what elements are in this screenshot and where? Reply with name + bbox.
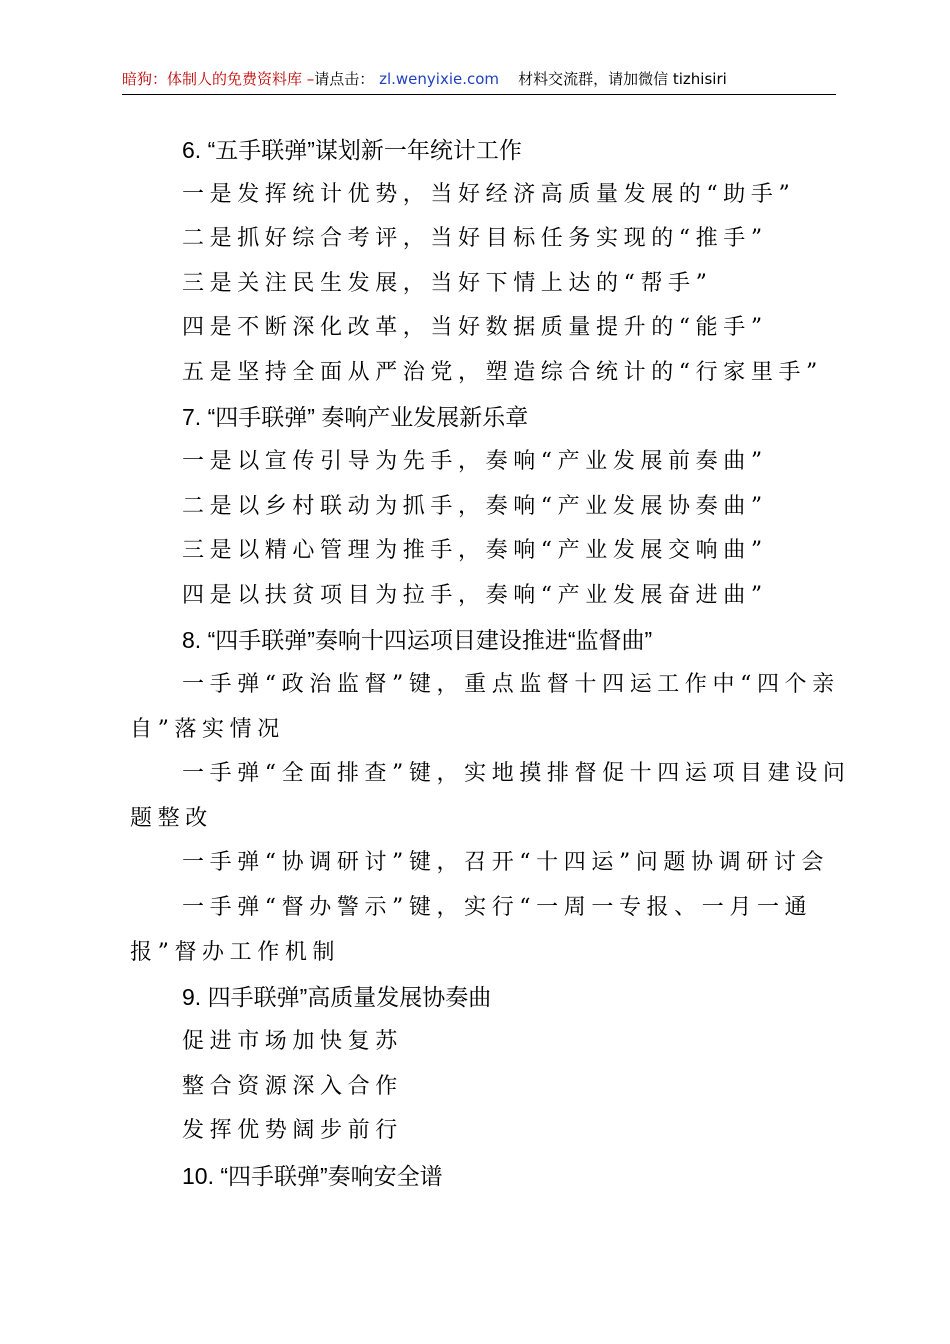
section-10-title: 10. “四手联弹”奏响安全谱	[182, 1163, 443, 1189]
page-header	[122, 68, 836, 95]
click-prompt: 请点击：	[314, 70, 375, 88]
section-9-item: 整合资源深入合作	[182, 1074, 403, 1099]
section-7-item: 二是以乡村联动为抓手，奏响“产业发展协奏曲”	[182, 494, 768, 519]
section-8-title: 8. “四手联弹”奏响十四运项目建设推进“监督曲”	[182, 627, 653, 653]
section-8-item-line: 一手弹“政治监督”键，重点监督十四运工作中“四个亲	[182, 672, 840, 697]
section-8-item-line: 自”落实情况	[130, 717, 285, 742]
section-8-item-line: 报”督办工作机制	[130, 940, 341, 965]
section-8-item-line: 一手弹“督办警示”键，实行“一周一专报、一月一通	[182, 895, 813, 920]
section-8-item-line: 一手弹“全面排查”键，实地摸排督促十四运项目建设问	[182, 761, 851, 786]
site-name: 暗狗：体制人的免费资料库	[122, 70, 303, 88]
header-separator: –	[306, 70, 315, 88]
section-8-item-line: 一手弹“协调研讨”键，召开“十四运”问题协调研讨会	[182, 850, 829, 875]
site-url-link[interactable]: zl.wenyixie.com	[379, 70, 500, 88]
section-6-title: 6. “五手联弹”谋划新一年统计工作	[182, 137, 522, 163]
section-8-item-line: 题整改	[130, 806, 213, 831]
section-9-item: 促进市场加快复苏	[182, 1029, 403, 1054]
section-6-item: 二是抓好综合考评，当好目标任务实现的“推手”	[182, 226, 768, 251]
section-6-item: 四是不断深化改革，当好数据质量提升的“能手”	[182, 315, 768, 340]
section-6-item: 三是关注民生发展，当好下情上达的“帮手”	[182, 271, 713, 296]
section-6-item: 五是坚持全面从严治党，塑造综合统计的“行家里手”	[182, 360, 823, 385]
section-7-title: 7. “四手联弹” 奏响产业发展新乐章	[182, 404, 529, 430]
section-7-item: 四是以扶贫项目为拉手，奏响“产业发展奋进曲”	[182, 583, 768, 608]
section-9-title: 9. 四手联弹”高质量发展协奏曲	[182, 984, 492, 1010]
wechat-note: 材料交流群，请加微信 tizhisiri	[518, 70, 727, 88]
section-7-item: 三是以精心管理为推手，奏响“产业发展交响曲”	[182, 538, 768, 563]
section-9-item: 发挥优势阔步前行	[182, 1118, 403, 1143]
section-6-item: 一是发挥统计优势，当好经济高质量发展的“助手”	[182, 182, 796, 207]
section-7-item: 一是以宣传引导为先手，奏响“产业发展前奏曲”	[182, 449, 768, 474]
